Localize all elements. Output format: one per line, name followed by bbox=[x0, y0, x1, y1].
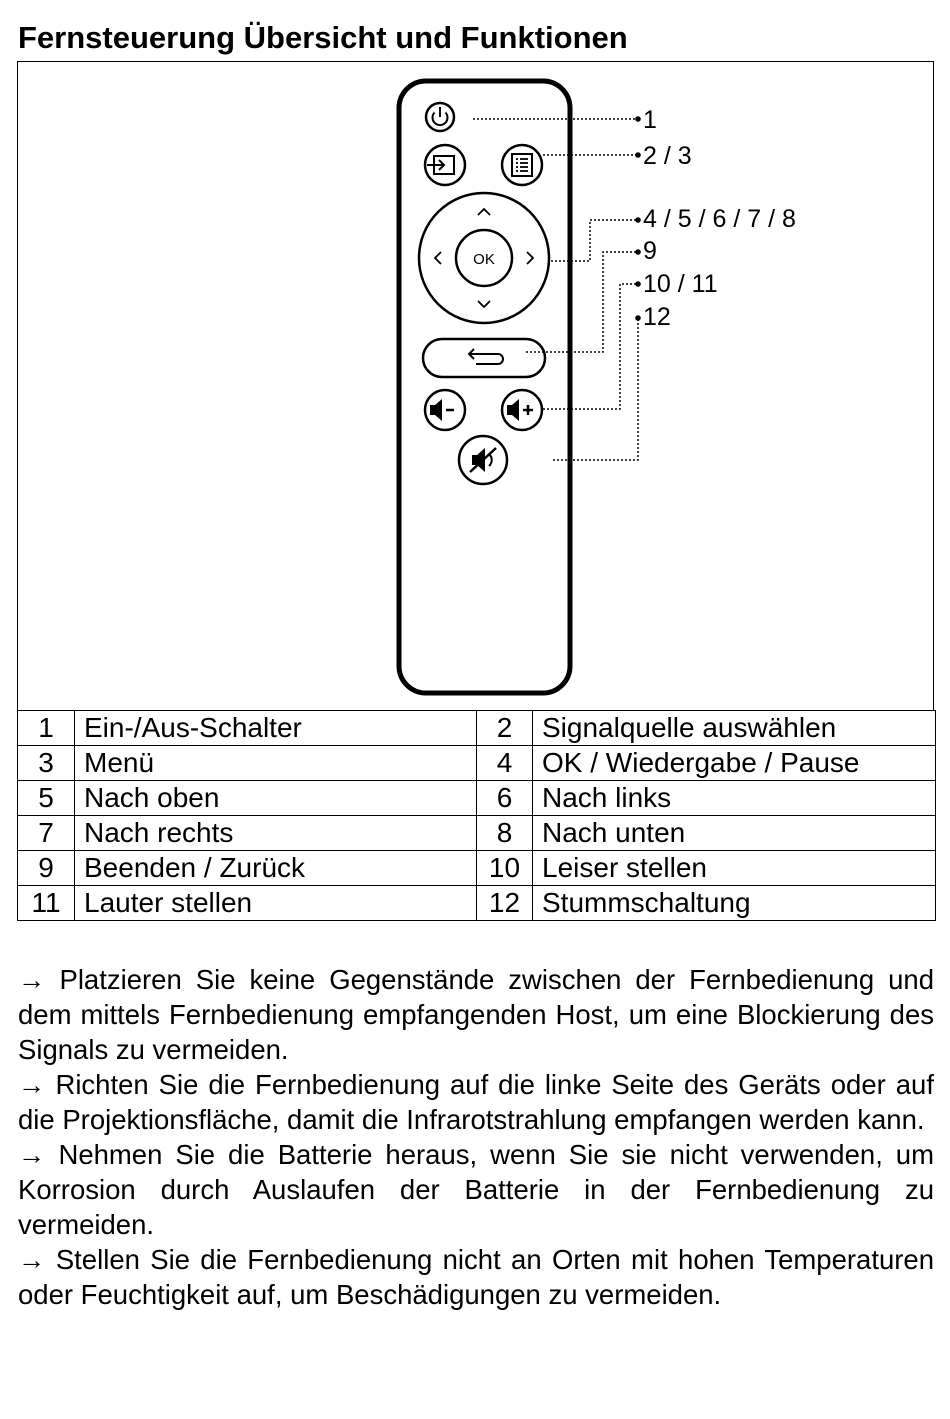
remote-illustration bbox=[18, 62, 935, 712]
usage-notes bbox=[18, 962, 934, 1312]
function-description: Nach links bbox=[533, 781, 936, 816]
function-number: 11 bbox=[18, 886, 75, 921]
function-number: 10 bbox=[477, 851, 533, 886]
function-number: 3 bbox=[18, 746, 75, 781]
function-description: Menü bbox=[75, 746, 477, 781]
function-number: 9 bbox=[18, 851, 75, 886]
function-number: 2 bbox=[477, 711, 533, 746]
function-description: Leiser stellen bbox=[533, 851, 936, 886]
function-number: 1 bbox=[18, 711, 75, 746]
function-table bbox=[17, 710, 936, 921]
table-row bbox=[18, 711, 936, 746]
note-paragraph: → Nehmen Sie die Batterie heraus, wenn Sie sie nicht verwenden, um Korrosion durch Auslaufen der Batterie in der Fernbedienung zu vermeiden. bbox=[18, 1139, 934, 1240]
remote-figure bbox=[17, 61, 934, 711]
callout-2-3: 2 / 3 bbox=[643, 142, 692, 170]
page-title: Fernsteuerung Übersicht und Funktionen bbox=[18, 20, 628, 55]
note-paragraph: → Stellen Sie die Fernbedienung nicht an Orten mit hohen Temperaturen oder Feuchtigkeit auf, um Beschädigungen zu vermeiden. bbox=[18, 1244, 934, 1310]
function-description: Nach oben bbox=[75, 781, 477, 816]
ok-label: OK bbox=[473, 251, 495, 268]
function-description: OK / Wiedergabe / Pause bbox=[533, 746, 936, 781]
function-number: 6 bbox=[477, 781, 533, 816]
function-number: 8 bbox=[477, 816, 533, 851]
function-description: Nach unten bbox=[533, 816, 936, 851]
function-description: Beenden / Zurück bbox=[75, 851, 477, 886]
table-row bbox=[18, 746, 936, 781]
table-row bbox=[18, 781, 936, 816]
callout-1: 1 bbox=[643, 106, 657, 134]
callout-4-8: 4 / 5 / 6 / 7 / 8 bbox=[643, 205, 796, 233]
table-row bbox=[18, 886, 936, 921]
function-number: 5 bbox=[18, 781, 75, 816]
note-paragraph: → Richten Sie die Fernbedienung auf die linke Seite des Geräts oder auf die Projektionsfläche, damit die Infrarotstrahlung empfangen werden kann. bbox=[18, 1069, 934, 1135]
callout-10-11: 10 / 11 bbox=[643, 270, 718, 298]
function-number: 4 bbox=[477, 746, 533, 781]
callout-9: 9 bbox=[643, 237, 657, 265]
table-row bbox=[18, 816, 936, 851]
function-description: Stummschaltung bbox=[533, 886, 936, 921]
function-number: 7 bbox=[18, 816, 75, 851]
function-number: 12 bbox=[477, 886, 533, 921]
callout-12: 12 bbox=[643, 303, 671, 331]
callout-dots bbox=[635, 116, 641, 321]
remote-body bbox=[399, 81, 570, 693]
function-description: Lauter stellen bbox=[75, 886, 477, 921]
function-description: Ein-/Aus-Schalter bbox=[75, 711, 477, 746]
function-description: Nach rechts bbox=[75, 816, 477, 851]
table-row bbox=[18, 851, 936, 886]
note-paragraph: → Platzieren Sie keine Gegenstände zwischen der Fernbedienung und dem mittels Fernbedienung empfangenden Host, um eine Blockierung des Signals zu vermeiden. bbox=[18, 964, 934, 1065]
function-description: Signalquelle auswählen bbox=[533, 711, 936, 746]
